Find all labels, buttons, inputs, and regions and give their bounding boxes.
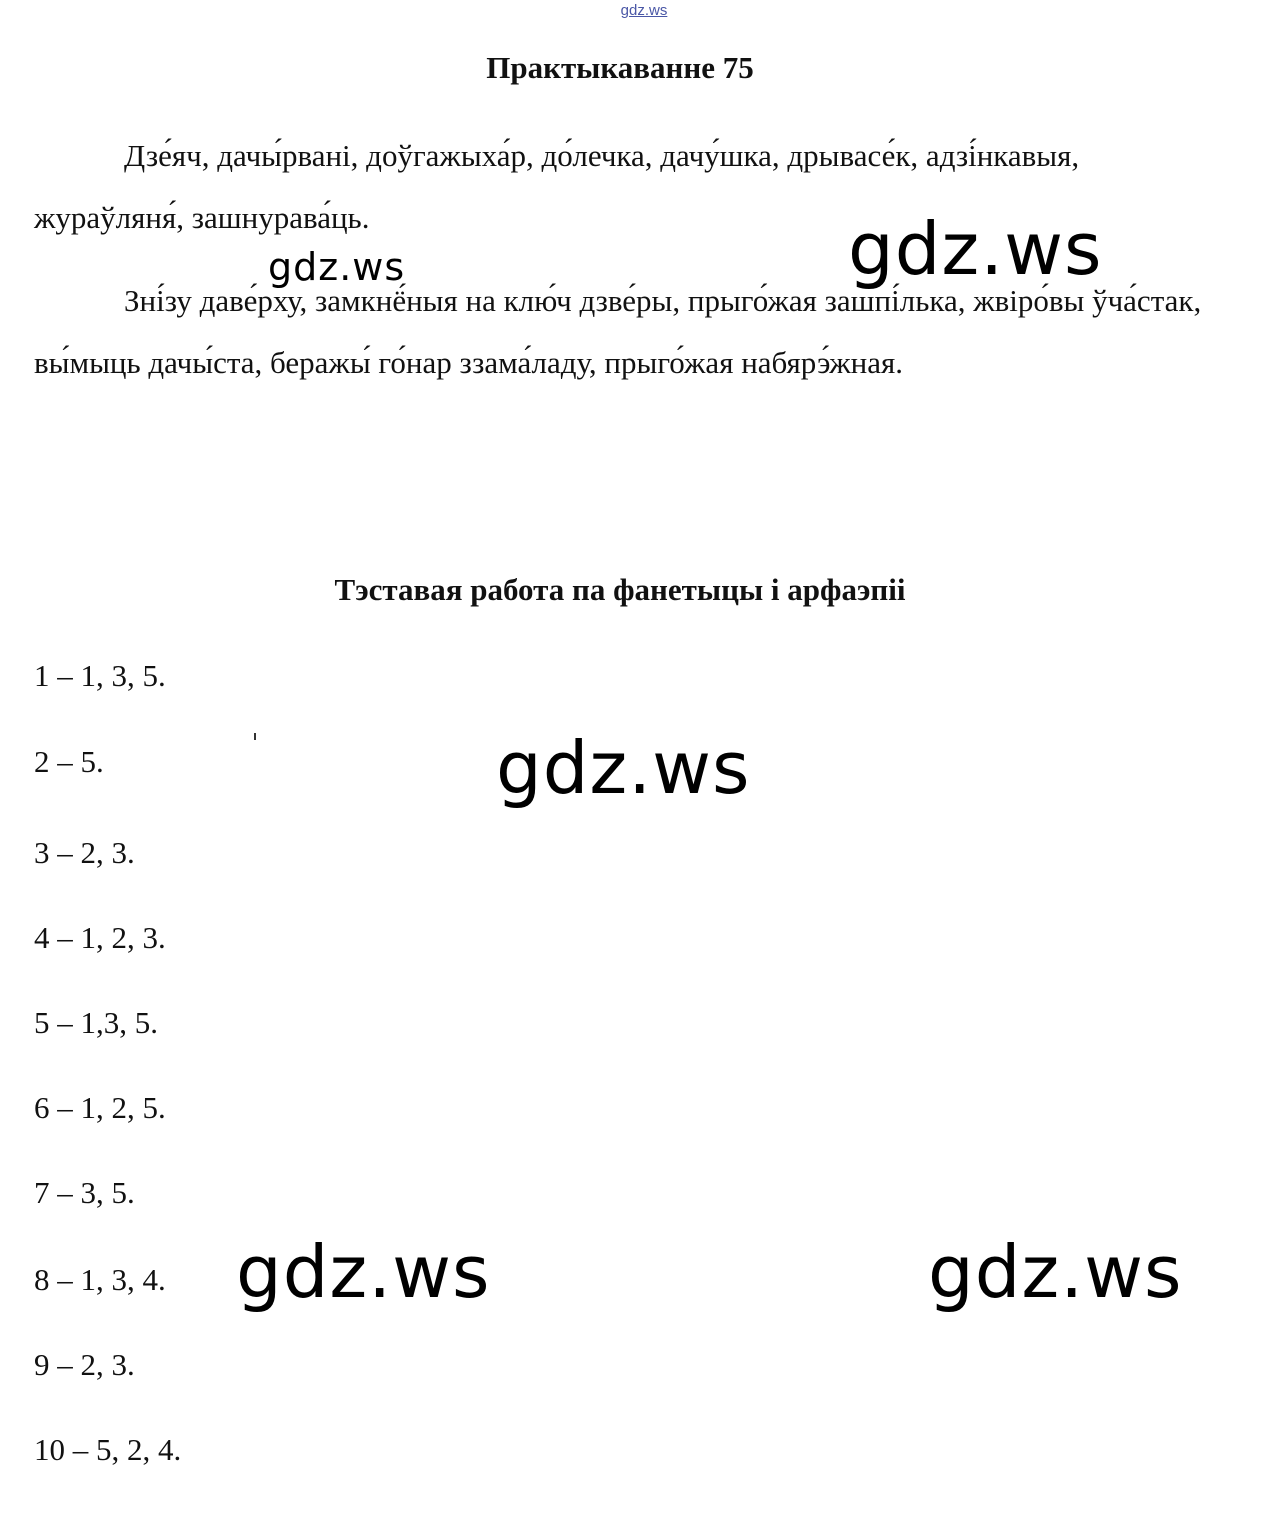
watermark: gdz.ws xyxy=(928,1230,1183,1314)
answer-item: 1 – 1, 3, 5. xyxy=(34,658,166,693)
answer-item: 3 – 2, 3. xyxy=(34,835,135,870)
test-heading: Тэставая работа па фанетыцы і арфаэпіі xyxy=(334,572,906,607)
watermark: gdz.ws xyxy=(236,1230,491,1314)
answer-item: 9 – 2, 3. xyxy=(34,1347,135,1382)
watermark: gdz.ws xyxy=(268,245,406,289)
answer-item: 7 – 3, 5. xyxy=(34,1175,135,1210)
exercise-paragraph-1: Дзе́яч, дачы́рвані, доўгажыха́р, до́лечка, дачу́шка, дрывасе́к, адзі́нкавыя, жураўляня́, зашнурава́ць. xyxy=(34,138,1080,235)
site-link[interactable]: gdz.ws xyxy=(620,2,668,19)
answer-item: 10 – 5, 2, 4. xyxy=(34,1432,182,1467)
answer-item: 4 – 1, 2, 3. xyxy=(34,920,166,955)
answer-item: 8 – 1, 3, 4. xyxy=(34,1262,166,1297)
exercise-paragraph-2: Зні́зу даве́рху, замкнё́ныя на клю́ч дзве́ры, прыго́жая зашпі́лька, жвіро́вы ўча́стак, вы́мыць дачы́ста, беражы́ го́нар ззама́ладу, прыго́жая набярэ́жная. xyxy=(34,283,1202,380)
answer-item: 6 – 1, 2, 5. xyxy=(34,1090,166,1125)
exercise-heading: Практыкаванне 75 xyxy=(486,50,754,85)
answer-item: 5 – 1,3, 5. xyxy=(34,1005,158,1040)
answer-item: 2 – 5. xyxy=(34,744,104,779)
watermark: gdz.ws xyxy=(848,207,1103,291)
scan-artifact xyxy=(254,733,256,740)
watermark: gdz.ws xyxy=(496,726,751,810)
